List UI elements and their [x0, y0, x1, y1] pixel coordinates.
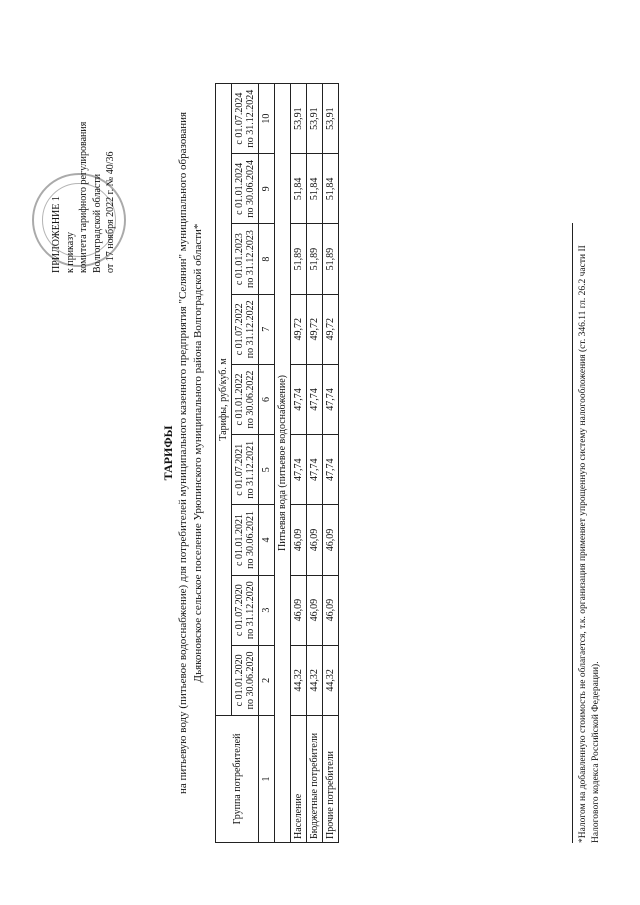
tariff-cell: 46,09: [291, 504, 307, 574]
column-number: 9: [259, 153, 275, 223]
column-number: 10: [259, 83, 275, 153]
tariff-cell: 44,32: [291, 645, 307, 715]
doc-subtitle: на питьевую воду (питьевое водоснабжение) для потребителей муниципального казенного предприятия "Селянин" муниципального образования Дьяконовское сельское поселение Урюпинского муниципального района Волгоградской области*: [177, 111, 205, 794]
tariff-cell: 46,09: [307, 504, 323, 574]
tariff-cell: 44,32: [323, 645, 339, 715]
period-header: с 01.01.2024 по 30.06.2024: [232, 153, 259, 223]
tariff-cell: 51,84: [307, 153, 323, 223]
section-row: Питьевая вода (питьевое водоснабжение): [275, 83, 291, 842]
tariff-cell: 47,74: [323, 364, 339, 434]
tariff-cell: 53,91: [323, 83, 339, 153]
tariff-cell: 46,09: [323, 504, 339, 574]
column-number: 4: [259, 504, 275, 574]
column-number: 5: [259, 434, 275, 504]
period-header: с 01.07.2021 по 31.12.2021: [232, 434, 259, 504]
tariff-cell: 47,74: [307, 364, 323, 434]
tariff-cell: 51,84: [291, 153, 307, 223]
column-number: 2: [259, 645, 275, 715]
appendix-line: ПРИЛОЖЕНИЕ 1: [51, 195, 62, 273]
tariff-cell: 47,74: [307, 434, 323, 504]
header-tariffs: Тарифы, руб/куб. м: [216, 83, 232, 715]
period-header: с 01.01.2022 по 30.06.2022: [232, 364, 259, 434]
group-cell: Бюджетные потребители: [307, 715, 323, 842]
column-number: 1: [259, 715, 275, 842]
table-row: [307, 83, 323, 842]
column-number: 3: [259, 575, 275, 645]
tariff-cell: 49,72: [291, 294, 307, 364]
column-number: 6: [259, 364, 275, 434]
period-header: с 01.01.2021 по 30.06.2021: [232, 504, 259, 574]
tariff-cell: 51,89: [291, 223, 307, 293]
appendix-line: от 17 ноября 2022 г. № 40/36: [105, 151, 116, 273]
period-header: с 01.01.2023 по 31.12.2023: [232, 223, 259, 293]
appendix-line: к приказу: [64, 231, 76, 273]
column-number: 8: [259, 223, 275, 293]
table-row: [323, 83, 339, 842]
appendix-line: Волгоградской области: [91, 173, 103, 273]
tariff-cell: 49,72: [307, 294, 323, 364]
tariff-cell: 51,89: [323, 223, 339, 293]
tariff-cell: 49,72: [323, 294, 339, 364]
period-header: с 01.01.2020 по 30.06.2020: [232, 645, 259, 715]
heading: [160, 103, 206, 803]
appendix-block: [50, 43, 118, 273]
tariff-table: [215, 83, 339, 843]
tariff-cell: 46,09: [323, 575, 339, 645]
doc-title: ТАРИФЫ: [161, 425, 175, 480]
footnote: *Налогом на добавленную стоимость не облагается, т.к. организация применяет упрощенную систему налогообложения (ст. 346.11 гл. 26.2 части II Налогового кодекса Российской Федерации).: [572, 223, 602, 843]
table-row: [291, 83, 307, 842]
period-header: с 01.07.2024 по 31.12.2024: [232, 83, 259, 153]
period-header: с 01.07.2022 по 31.12.2022: [232, 294, 259, 364]
tariff-cell: 53,91: [291, 83, 307, 153]
tariff-cell: 44,32: [307, 645, 323, 715]
tariff-cell: 46,09: [291, 575, 307, 645]
group-cell: Прочие потребители: [323, 715, 339, 842]
group-cell: Население: [291, 715, 307, 842]
tariff-cell: 46,09: [307, 575, 323, 645]
tariff-cell: 51,89: [307, 223, 323, 293]
tariff-cell: 47,74: [323, 434, 339, 504]
tariff-cell: 51,84: [323, 153, 339, 223]
tariff-cell: 47,74: [291, 364, 307, 434]
header-group: Группа потребителей: [216, 715, 259, 842]
column-number: 7: [259, 294, 275, 364]
period-header: с 01.07.2020 по 31.12.2020: [232, 575, 259, 645]
tariff-cell: 47,74: [291, 434, 307, 504]
appendix-line: комитета тарифного регулирования: [78, 121, 89, 273]
tariff-cell: 53,91: [307, 83, 323, 153]
